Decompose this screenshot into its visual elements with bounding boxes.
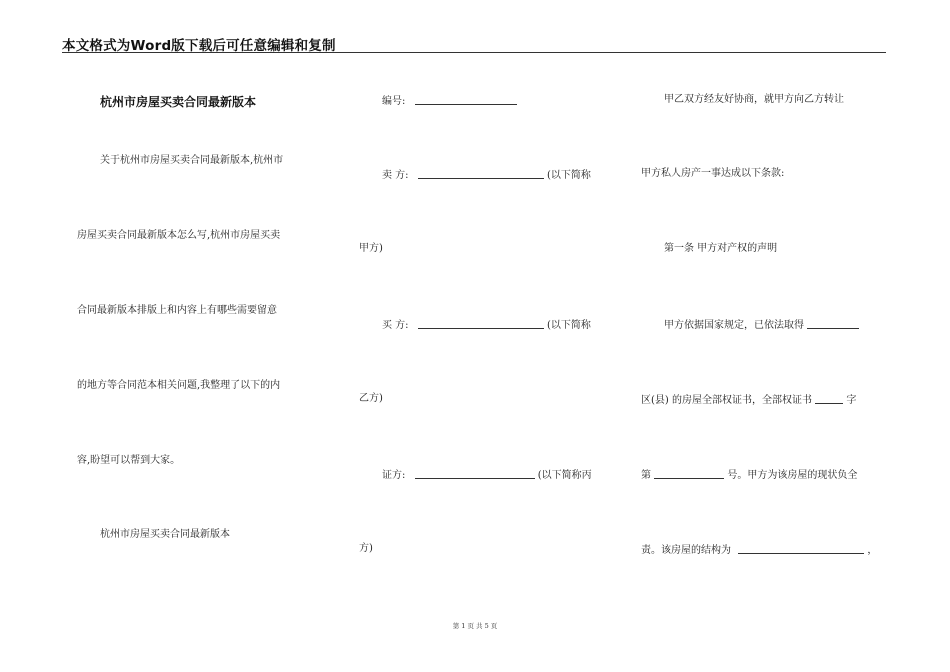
district-blank [807, 318, 859, 329]
buyer-line [382, 318, 591, 332]
certificate-blank [815, 393, 843, 404]
paragraph-line: 甲方私人房产一事达成以下条款: [641, 168, 785, 179]
number-suffix: 号。甲方为该房屋的现状负全 [727, 470, 858, 481]
page-number: 第 1 页 共 5 页 [452, 622, 498, 630]
witness-label: 证方: [382, 470, 406, 481]
page-header [62, 34, 886, 53]
buyer-suffix: (以下简称 [546, 320, 591, 331]
header-text: 本文格式为Word版下载后可任意编辑和复制 [62, 38, 336, 54]
paragraph-line: 房屋买卖合同最新版本怎么写,杭州市房屋买卖 [77, 230, 281, 241]
document-title: 杭州市房屋买卖合同最新版本 [100, 95, 257, 109]
paragraph-line [641, 468, 857, 482]
number-label: 编号: [382, 96, 406, 107]
witness-blank [415, 468, 535, 479]
seller-label: 卖 方: [382, 170, 409, 181]
clause-heading: 第一条 甲方对产权的声明 [664, 243, 778, 254]
subtitle-line: 杭州市房屋买卖合同最新版本 [100, 529, 230, 540]
property-right-text: 甲方依据国家规定，已依法取得 [664, 320, 804, 331]
paragraph-line [664, 318, 859, 332]
certificate-number-blank [654, 468, 724, 479]
certificate-text: 区(县) 的房屋全部权证书，全部权证书 [641, 395, 812, 406]
buyer-wrap-line: 乙方) [359, 393, 383, 404]
paragraph-line [641, 543, 877, 557]
number-prefix: 第 [641, 470, 651, 481]
paragraph-line: 容,盼望可以帮到大家。 [77, 455, 181, 466]
contract-number-line [382, 94, 517, 108]
paragraph-line: 的地方等合同范本相关问题,我整理了以下的内 [77, 380, 281, 391]
buyer-blank [418, 318, 544, 329]
buyer-label: 买 方: [382, 320, 409, 331]
paragraph-line: 关于杭州市房屋买卖合同最新版本,杭州市 [100, 155, 284, 166]
paragraph-line [641, 393, 856, 407]
witness-wrap-line: 方) [359, 543, 373, 554]
paragraph-line: 合同最新版本排版上和内容上有哪些需要留意 [77, 305, 277, 316]
seller-wrap-line: 甲方) [359, 243, 383, 254]
structure-text: 责。该房屋的结构为 [641, 545, 731, 556]
structure-blank [738, 543, 864, 554]
seller-line [382, 168, 591, 182]
witness-suffix: (以下简称丙 [537, 470, 592, 481]
paragraph-line: 甲乙双方经友好协商，就甲方向乙方转让 [664, 94, 844, 105]
seller-blank [418, 168, 544, 179]
number-blank [415, 94, 517, 105]
seller-suffix: (以下简称 [546, 170, 591, 181]
certificate-suffix: 字 [846, 395, 857, 406]
witness-line [382, 468, 592, 482]
structure-suffix: ， [867, 545, 878, 556]
